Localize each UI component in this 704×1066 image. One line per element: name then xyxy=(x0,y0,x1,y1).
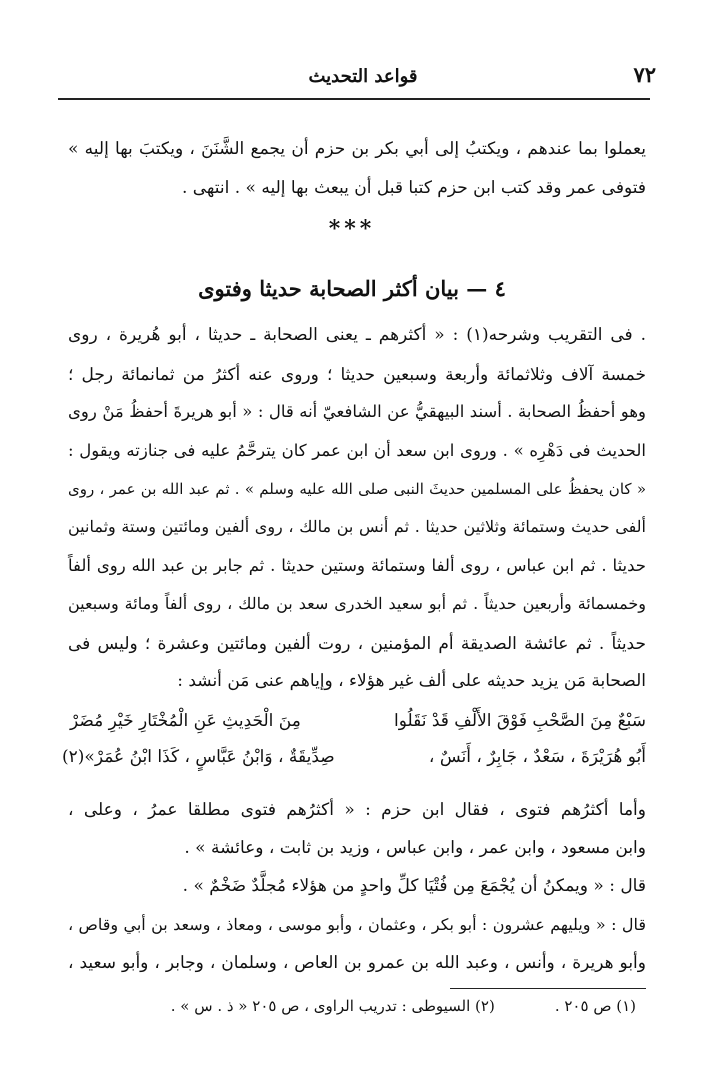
section-title: ٤ — بيان أكثر الصحابة حديثا وفتوى xyxy=(198,276,506,301)
section-separator: *** xyxy=(328,216,376,242)
body-line: وهو أحفظُ الصحابة . أسند البيهقيُّ عن الشافعيّ أنه قال : « أبو هريرةَ أحفظُ مَنْ روى xyxy=(68,402,646,421)
body-line: حديثاً . ثم عائشة الصديقة أم المؤمنين ، روت ألفين ومائتين وعشرة ؛ وليس فى xyxy=(68,634,646,654)
running-head: قواعد التحديث xyxy=(308,66,418,87)
body-line: قال : « ويليهم عشرون : أبو بكر ، وعثمان ، وأبو موسى ، ومعاذ ، وسعد بن أبي وقاص ، xyxy=(68,915,646,934)
body-line: يعملوا بما عندهم ، ويكتبُ إلى أبي بكر بن حزم أن يجمع الشَّنَنَ ، ويكتبَ بها إليه » xyxy=(68,139,646,159)
body-line: خمسة آلاف وثلاثمائة وأربعة وسبعين حديثا ؛ وروى عنه أكثرُ من ثمانمائة رجل ؛ xyxy=(68,365,646,385)
body-line: وأبو هريرة ، وأنس ، وعبد الله بن عمرو بن العاص ، وسلمان ، وجابر ، وأبو سعيد ، xyxy=(68,953,646,973)
verse-left: صِدِّيقَةٌ ، وَابْنُ عَبَّاسٍ ، كَذَا ابْنُ عُمَرْ»(٢) xyxy=(62,747,335,767)
body-line: . فى التقريب وشرحه(١) : « أكثرهم ـ يعنى الصحابة ـ حديثا ، أبو هُريرة ، روى xyxy=(68,325,647,345)
footnote-1: (١) ص ٢٠٥ . xyxy=(554,997,636,1015)
footnote-2: (٢) السيوطى : تدريب الراوى ، ص ٢٠٥ « ذ . س » . xyxy=(170,997,495,1015)
page-header xyxy=(58,58,656,94)
header-rule xyxy=(58,98,650,100)
verse-right: أَبُو هُرَيْرَةَ ، سَعْدٌ ، جَابِرٌ ، أَنَسٌ ، xyxy=(428,747,646,767)
body-line: فتوفى عمر وقد كتب ابن حزم كتبا قبل أن يبعث بها إليه » . انتهى . xyxy=(181,178,646,198)
footnote-rule xyxy=(450,988,646,989)
body-line: قال : « ويمكنُ أن يُجْمَعَ مِن فُتْيَا كلِّ واحدٍ من هؤلاء مُجلَّدٌ ضَخْمٌ » . xyxy=(182,876,646,896)
page-number: ٧٢ xyxy=(633,62,656,87)
body-line: حديثا . ثم ابن عباس ، روى ألفا وستمائة وستين حديثا . ثم جابر بن عبد الله روى ألفاً xyxy=(68,556,646,575)
body-line: وابن مسعود ، وابن عمر ، وابن عباس ، وزيد بن ثابت ، وعائشة » . xyxy=(184,838,646,858)
body-line: وأما أكثرُهم فتوى ، فقال ابن حزم : « أكثرُهم فتوى مطلقا عمرُ ، وعلى ، xyxy=(68,800,646,820)
body-line: « كان يحفظُ على المسلمين حديثَ النبى صلى الله عليه وسلم » . ثم عبد الله بن عمر ، روى xyxy=(68,480,646,498)
body-line: وخمسمائة وأربعين حديثاً . ثم أبو سعيد الخدرى سعد بن مالك ، روى ألفاً ومائة وسبعين xyxy=(68,594,646,613)
body-line: الصحابة مَن يزيد حديثه على ألف غير هؤلاء ، وإياهم عنى مَن أنشد : xyxy=(177,671,646,691)
body-line: الحديث فى دَهْرِه » . وروى ابن سعد أن ابن عمر كان يترحَّمُ عليه فى جنازته ويقول : xyxy=(68,441,646,460)
body-line: ألفى حديث وستمائة وثلاثين حديثا . ثم أنس بن مالك ، روى ألفين ومائتين وستة وثمانين xyxy=(68,517,646,536)
verse-left: مِنَ الْحَدِيثِ عَنِ الْمُخْتَارِ خَيْرِ مُضَرْ xyxy=(70,711,301,731)
footnotes xyxy=(160,994,636,1018)
verse-right: سَبْعٌ مِنَ الصَّحْبِ فَوْقَ الأَلْفِ قَدْ نَقَلُوا xyxy=(393,711,646,731)
